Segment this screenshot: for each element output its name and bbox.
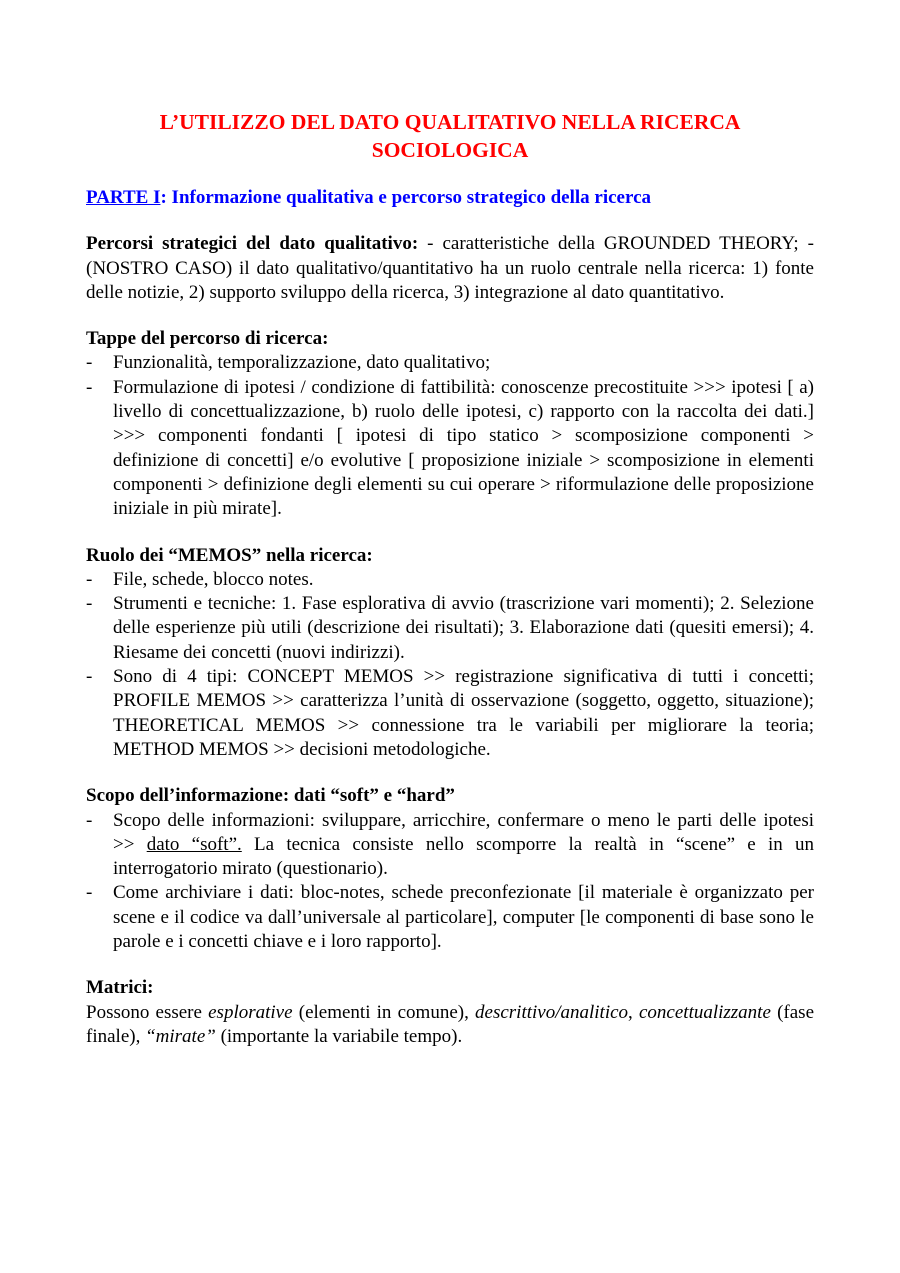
- section-tappe: [86, 327, 814, 521]
- section-memos: [86, 544, 814, 763]
- part-heading: [86, 186, 814, 210]
- section-percorsi-paragraph: [86, 232, 814, 305]
- section-matrici: [86, 976, 814, 1049]
- section-scopo: [86, 784, 814, 954]
- matrici-text: (importante la variabile tempo).: [215, 1025, 463, 1047]
- matrici-text: ,: [628, 1001, 639, 1023]
- section-percorsi: [86, 232, 814, 305]
- section-memos-list: [86, 568, 814, 762]
- section-tappe-list: [86, 351, 814, 521]
- matrici-italic: “mirate”: [145, 1025, 216, 1047]
- list-item: - Formulazione di ipotesi / condizione di fattibilità: conoscenze precostituite >>> ipotesi [ a) livello di concettualizzazione, b) ruolo delle ipotesi, c) rapporto con la raccolta dei dati.] >>> componenti fondanti [ ipotesi di tipo statico > scomposizione componenti > definizione di concetti] e/o evolutive [ proposizione iniziale > scomposizione in elementi componenti > definizione degli elementi su cui operare > riformulazione delle proposizione iniziale in più mirate].: [86, 376, 814, 522]
- part-subtitle: : Informazione qualitativa e percorso strategico della ricerca: [160, 187, 651, 208]
- section-matrici-heading: Matrici:: [86, 977, 154, 999]
- section-memos-heading: Ruolo dei “MEMOS” nella ricerca:: [86, 544, 373, 566]
- list-item: - Sono di 4 tipi: CONCEPT MEMOS >> registrazione significativa di tutti i concetti; PROFILE MEMOS >> caratterizza l’unità di osservazione (soggetto, oggetto, situazione); THEORETICAL MEMOS >> connessione tra le variabili per migliorare la teoria; METHOD MEMOS >> decisioni metodologiche.: [86, 665, 814, 762]
- matrici-italic: esplorative: [208, 1001, 293, 1023]
- scopo-item1-part1: Scopo delle informazioni: sviluppare, arricchire, confermare o meno le parti delle ipotesi >>: [113, 809, 814, 855]
- document-body: [86, 108, 814, 1071]
- list-item: - Come archiviare i dati: bloc-notes, schede preconfezionate [il materiale è organizzato per scene e il codice va dall’universale al particolare], computer [le componenti di base sono le parole e i concetti chiave e i loro rapporto].: [86, 881, 814, 954]
- matrici-italic: concettualizzante: [638, 1001, 771, 1023]
- dato-soft-underlined: dato “soft”.: [146, 833, 242, 855]
- list-item: - Strumenti e tecniche: 1. Fase esplorativa di avvio (trascrizione vari momenti); 2. Selezione delle esperienze più utili (descrizione dei risultati); 3. Elaborazione dati (quesiti emersi); 4. Riesame dei concetti (nuovi indirizzi).: [86, 592, 814, 665]
- matrici-text: (elementi in comune),: [292, 1001, 476, 1023]
- scopo-item1-part2: La tecnica consiste nello scomporre la realtà in “scene” e in un interrogatorio mirato (questionario).: [113, 833, 815, 880]
- part-label: PARTE I: [86, 187, 161, 208]
- matrici-text: (fase finale),: [86, 1001, 814, 1047]
- section-matrici-paragraph: [86, 1001, 814, 1050]
- section-tappe-heading: Tappe del percorso di ricerca:: [86, 328, 329, 350]
- section-scopo-list: [86, 809, 814, 955]
- section-percorsi-text: - caratteristiche della GROUNDED THEORY; - (NOSTRO CASO) il dato qualitativo/quantitativo ha un ruolo centrale nella ricerca: 1) fonte delle notizie, 2) supporto sviluppo della ricerca, 3) integrazione al dato quantitativo.: [86, 233, 814, 303]
- document-title: L’UTILIZZO DEL DATO QUALITATIVO NELLA RICERCA SOCIOLOGICA: [159, 110, 741, 162]
- list-item: [86, 809, 814, 882]
- matrici-text: Possono essere: [86, 1001, 209, 1023]
- list-item: - File, schede, blocco notes.: [86, 568, 814, 592]
- list-item: - Funzionalità, temporalizzazione, dato qualitativo;: [86, 351, 814, 375]
- section-percorsi-heading: Percorsi strategici del dato qualitativo:: [86, 233, 419, 255]
- matrici-italic: descrittivo/analitico: [475, 1001, 629, 1023]
- section-scopo-heading: Scopo dell’informazione: dati “soft” e “hard”: [86, 785, 455, 807]
